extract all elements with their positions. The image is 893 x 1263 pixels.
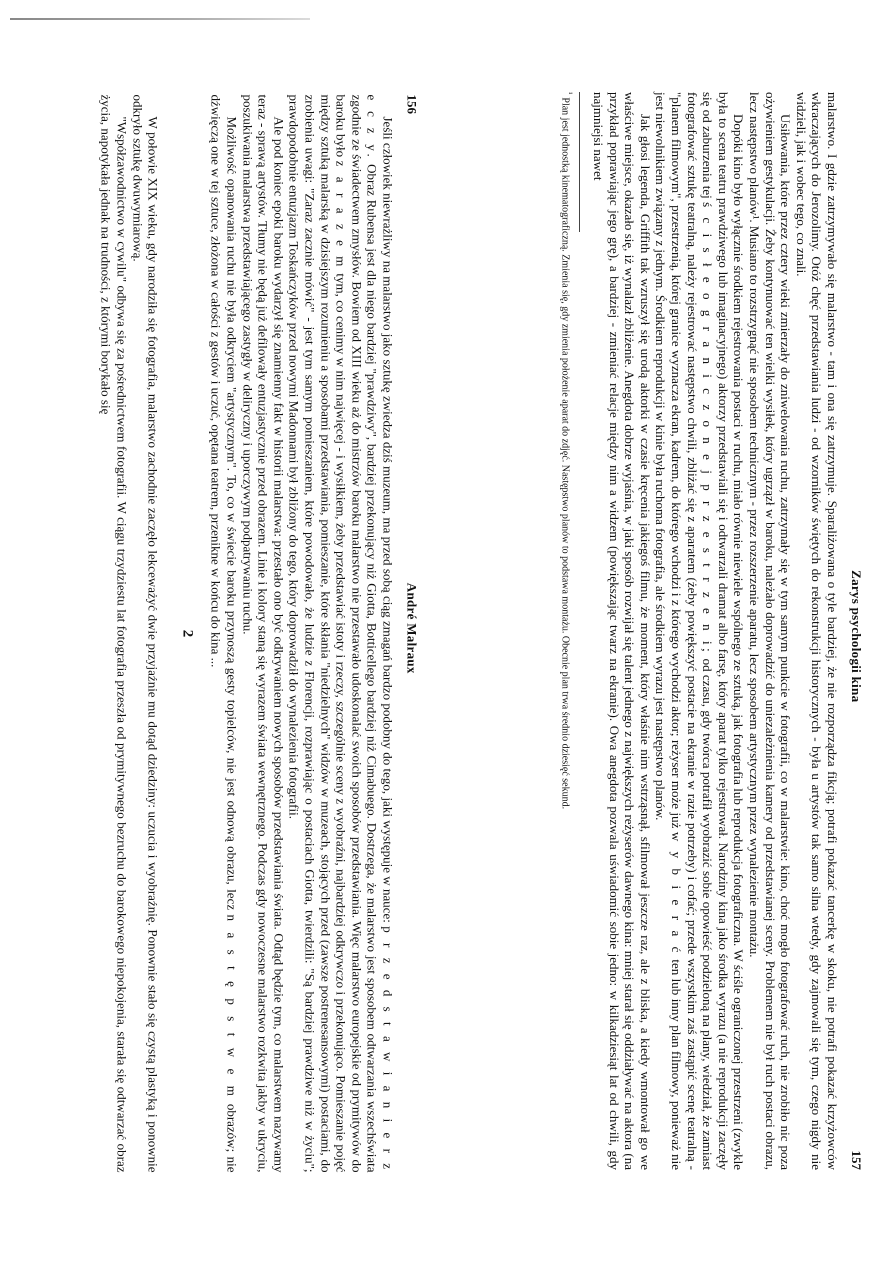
- footnote: [559, 92, 575, 1170]
- emphasis-text: p r z e d s t a w i a n i e r z e c z y.: [364, 94, 396, 1173]
- page-157: [472, 72, 872, 1190]
- page-156-inner: [23, 75, 428, 1193]
- paragraph: [653, 92, 747, 1170]
- paragraph: malarstwo. I gdzie zatrzymywało się malarstwo - tam i ona się zatrzymuje. Sparaliżowana o tyle bardziej, że nie rozporządza fikcją; potrafi pokazać tancerkę w skoku, nie potrafi pokazać krzyżowców wkraczających do Jerozolimy. Otóż chęć przedstawiania ludzi - od wzorników świętych do rekonstrukcji historycznych - była u artystów tak samo silna wtedy, gdy zajmowali się tym, czego nigdy nie widzieli, jak i wobec tego, co znali.: [793, 92, 840, 1170]
- paragraph-text: tym, co cenimy w nim najwięcej - i wysiłkiem, żeby przedstawiać istoty i rzeczy, szczególnie sceny z wyobraźni, najbardziej odkrywczo i przekonująco. Pomieszanie pojęć między sztuką malarską w dzisiejszym rozumieniu a sposobami przedstawiania, pomieszanie, które skłania "niedzielnych" widzów w muzeach, stojących przed (zawsze postrenesansowymi) postaciami, do zrobienia uwagi: "Zaraz zacznie mówić" - jest tym samym pomieszaniem, które powodowało, że ludzie z Florencji, rozprawiając o postaciach Giotta, twierdzili: "Są bardziej prawdziwe niż w życiu"; prawdopodobnie entuzjazm Toskańczyków przed nowymi Madonnami był zbliżony do tego, który doprowadził do wynalezienia fotografii.: [286, 94, 349, 1173]
- running-head: André Malraux: [404, 582, 420, 674]
- footnote-text: Plan jest jednostką kinematograficzną. Zmienia się, gdy zmienia położenie aparat do zdjęć. Następstwo planów to podstawa montażu. Obecnie plan trwa średnio dziesięć sekund.: [560, 97, 572, 810]
- paragraph-text: obrazów; nie dźwięczą one w tej sztuce, złożona w całości z gestów i uczuć, opętana teatrem, przenikne w końcu do kina ...: [208, 94, 240, 1173]
- paragraph-text: Obraz Rubensa jest dla niego bardziej "prawdziwy", bardziej przekonujący niż Giotta, Botticellego bardziej niż Cimabuego. Dostrzega, że malarstwo jest sposobem odtwarzania wszechświata zgodnie ze świadectwem zmysłów. Bowiem od XIII wieku aż do mistrzów baroku malarstwo nie przestawało udoskonalać swoich sposobów przedstawiania. Więc malarstwo europejskie od prymitywów do baroku było: [333, 94, 380, 1173]
- paragraph-text: ten lub inny plan filmowy, ponieważ nie jest niewolnikiem związany z jednym. Środkiem reprodukcji w kinie była ruchoma fotografia, ale środkiem wyrazu jest następstwo planów.: [653, 92, 685, 1171]
- footnote-rule: [580, 92, 581, 232]
- paragraph: W połowie XIX wieku, gdy narodziła się fotografia, malarstwo zachodnie zaczęło lekceważyć dwie przyjaźnie mu dotąd dziedziny: uczucia i wyobraźnię. Ponownie stało się czystą plastyką i ponownie odkryło sztukę dwuwymiarową.: [130, 94, 161, 1173]
- emphasis-text: z a r a z e m: [333, 160, 349, 270]
- scan-edge-line: [10, 18, 310, 20]
- page-156: [23, 75, 428, 1193]
- paragraph: Ale pod koniec epoki baroku wydarzył się znamienny fakt w historii malarstwa: przestało ono być odkrywaniem nowych sposobów przedstawiania świata. Odtąd będzie tym, co malarstwem nazywamy teraz - sprawą artystów. Tłumy nie będą już defilowały entuzjastycznie przed obrazem. Linie i kolory staną się wyrazem świata wewnętrznego. Podczas gdy nowoczesne malarstwo rozkwita jakby w ukryciu, poszukiwania malarstwa przedstawiającego zastygły w deliryczny i uporczywym podpatrywaniu ruchu.: [240, 94, 287, 1173]
- paragraph: Usiłowania, które przez cztery wieki zmierzały do zniwelowania ruchu, zatrzymały się w tym samym punkcie w fotografii, co w malarstwie: kino, choć mogło fotografować ruch, nie zrobiło nic poza ożywieniem gestykulacji. Żeby kontynuować ten wielki wysiłek, który ugrzązł w baroku, należało doprowadzić do uniezależnienia kamery od przedstawianej sceny. Problemem nie był ruch postaci obrazu, lecz następstwo planów¹. Musiano to rozstrzygnąć nie sposobem technicznym - przez rozszerzenie aparatu, lecz sposobem artystycznym przez wynalezienie montażu.: [747, 92, 794, 1170]
- paragraph-text: od czasu, gdy twórca potrafił wyobrazić sobie opowieść podzieloną na plany, wiedział, że zamiast fotografować sztukę teatralną, należy rejestrować następstwo chwili, zbliżać się z aparatem (żeby powiększyć postacie na ekranie w razie potrzeby) i cofać; przede wszystkim zaś zastąpić scenę teatralną - "planem filmowym", przestrzenią, której granice wyznacza ekran, kadrem, do którego wchodzi i z którego wychodzi aktor; reżyser może już: [669, 92, 716, 1171]
- page-number: 156: [404, 94, 420, 114]
- emphasis-text: w y b i e r a ć: [669, 831, 685, 956]
- emphasis-text: n a s t ę p s t w e m: [224, 914, 240, 1100]
- page-body-157: [559, 92, 840, 1170]
- paragraph: [208, 95, 239, 1173]
- paragraph-text: Dopóki kino było wyłącznie środkiem rejestrowania postaci w ruchu, miało równie niewiele wspólnego ze sztuką, jak fotografia lub reprodukcja fotograficzna. W ściśle ograniczonej przestrzeni (zwykle była to scena teatru prawdziwego lub imaginacyjnego) aktorzy przedstawiali się i odtwarzali dramat albo farsę, który aparat tylko rejestrował. Narodziny kina jako środka wyrazu (a nie reprodukcji zaczęły się od zaburzenia tej: [700, 92, 747, 1170]
- page-header-156: [404, 95, 420, 1173]
- page-number: 157: [849, 1150, 864, 1170]
- page-157-inner: [472, 72, 872, 1190]
- emphasis-text: ś c i s ł e o g r a n i c z o n e j p r z e s t r z e n i;: [700, 202, 716, 656]
- page-body-156: [98, 95, 395, 1173]
- running-head: Zarys psychologii kina: [849, 570, 864, 703]
- paragraph-text: Jeśli człowiek niewrażliwy na malarstwo jako sztukę zwiedza dziś muzeum, ma przed sobą ciąg zmagań bardzo podobny do tego, jaki występuje w nauce:: [380, 116, 396, 923]
- paragraph-text: Możliwość opanowania ruchu nie była odkryciem "artystycznym". To, co w świecie baroku przynoszą gesty topielców, nie jest odnową obrazu, lecz: [224, 116, 240, 911]
- page-header-157: [848, 92, 864, 1170]
- footnote-mark: ¹: [565, 92, 575, 95]
- section-number: 2: [179, 629, 196, 638]
- paragraph: Jak głosi legenda, Griffith tak wzruszył się urodą aktorki w czasie kręcenia jakiegoś filmu, że moment, który właśnie nim wstrząsnął, sfilmował jeszcze raz, ale z bliska, a kiedy wmontował go we właściwe miejsce, okazało się, iż wynalazł zbliżenie. Anegdota dobrze wyjaśnia, w jaki sposób rozwijał się talent jednego z największych reżyserów dawnego kina: mniej starał się oddziaływać na aktora (na przykład poprawiając jego grę), a bardziej - zmieniać relacje między nim a widzem (powiększając twarz na ekranie). Owa anegdota pozwala uświadomić sobie jedno: w kilkadziesiąt lat od chwili, gdy najmniejsi nawet: [591, 92, 653, 1170]
- paragraph: "Współzawodnictwo w cywilu" odbywa się za pośrednictwem fotografii. W ciągu trzydziestu lat fotografia przeszła od prymitywnego bezruchu do barokowego niepokojenia, starała się odtwarzać obraz życia, napotykała jednak na trudności, z którymi borykało się: [99, 94, 130, 1173]
- paragraph: [286, 95, 395, 1173]
